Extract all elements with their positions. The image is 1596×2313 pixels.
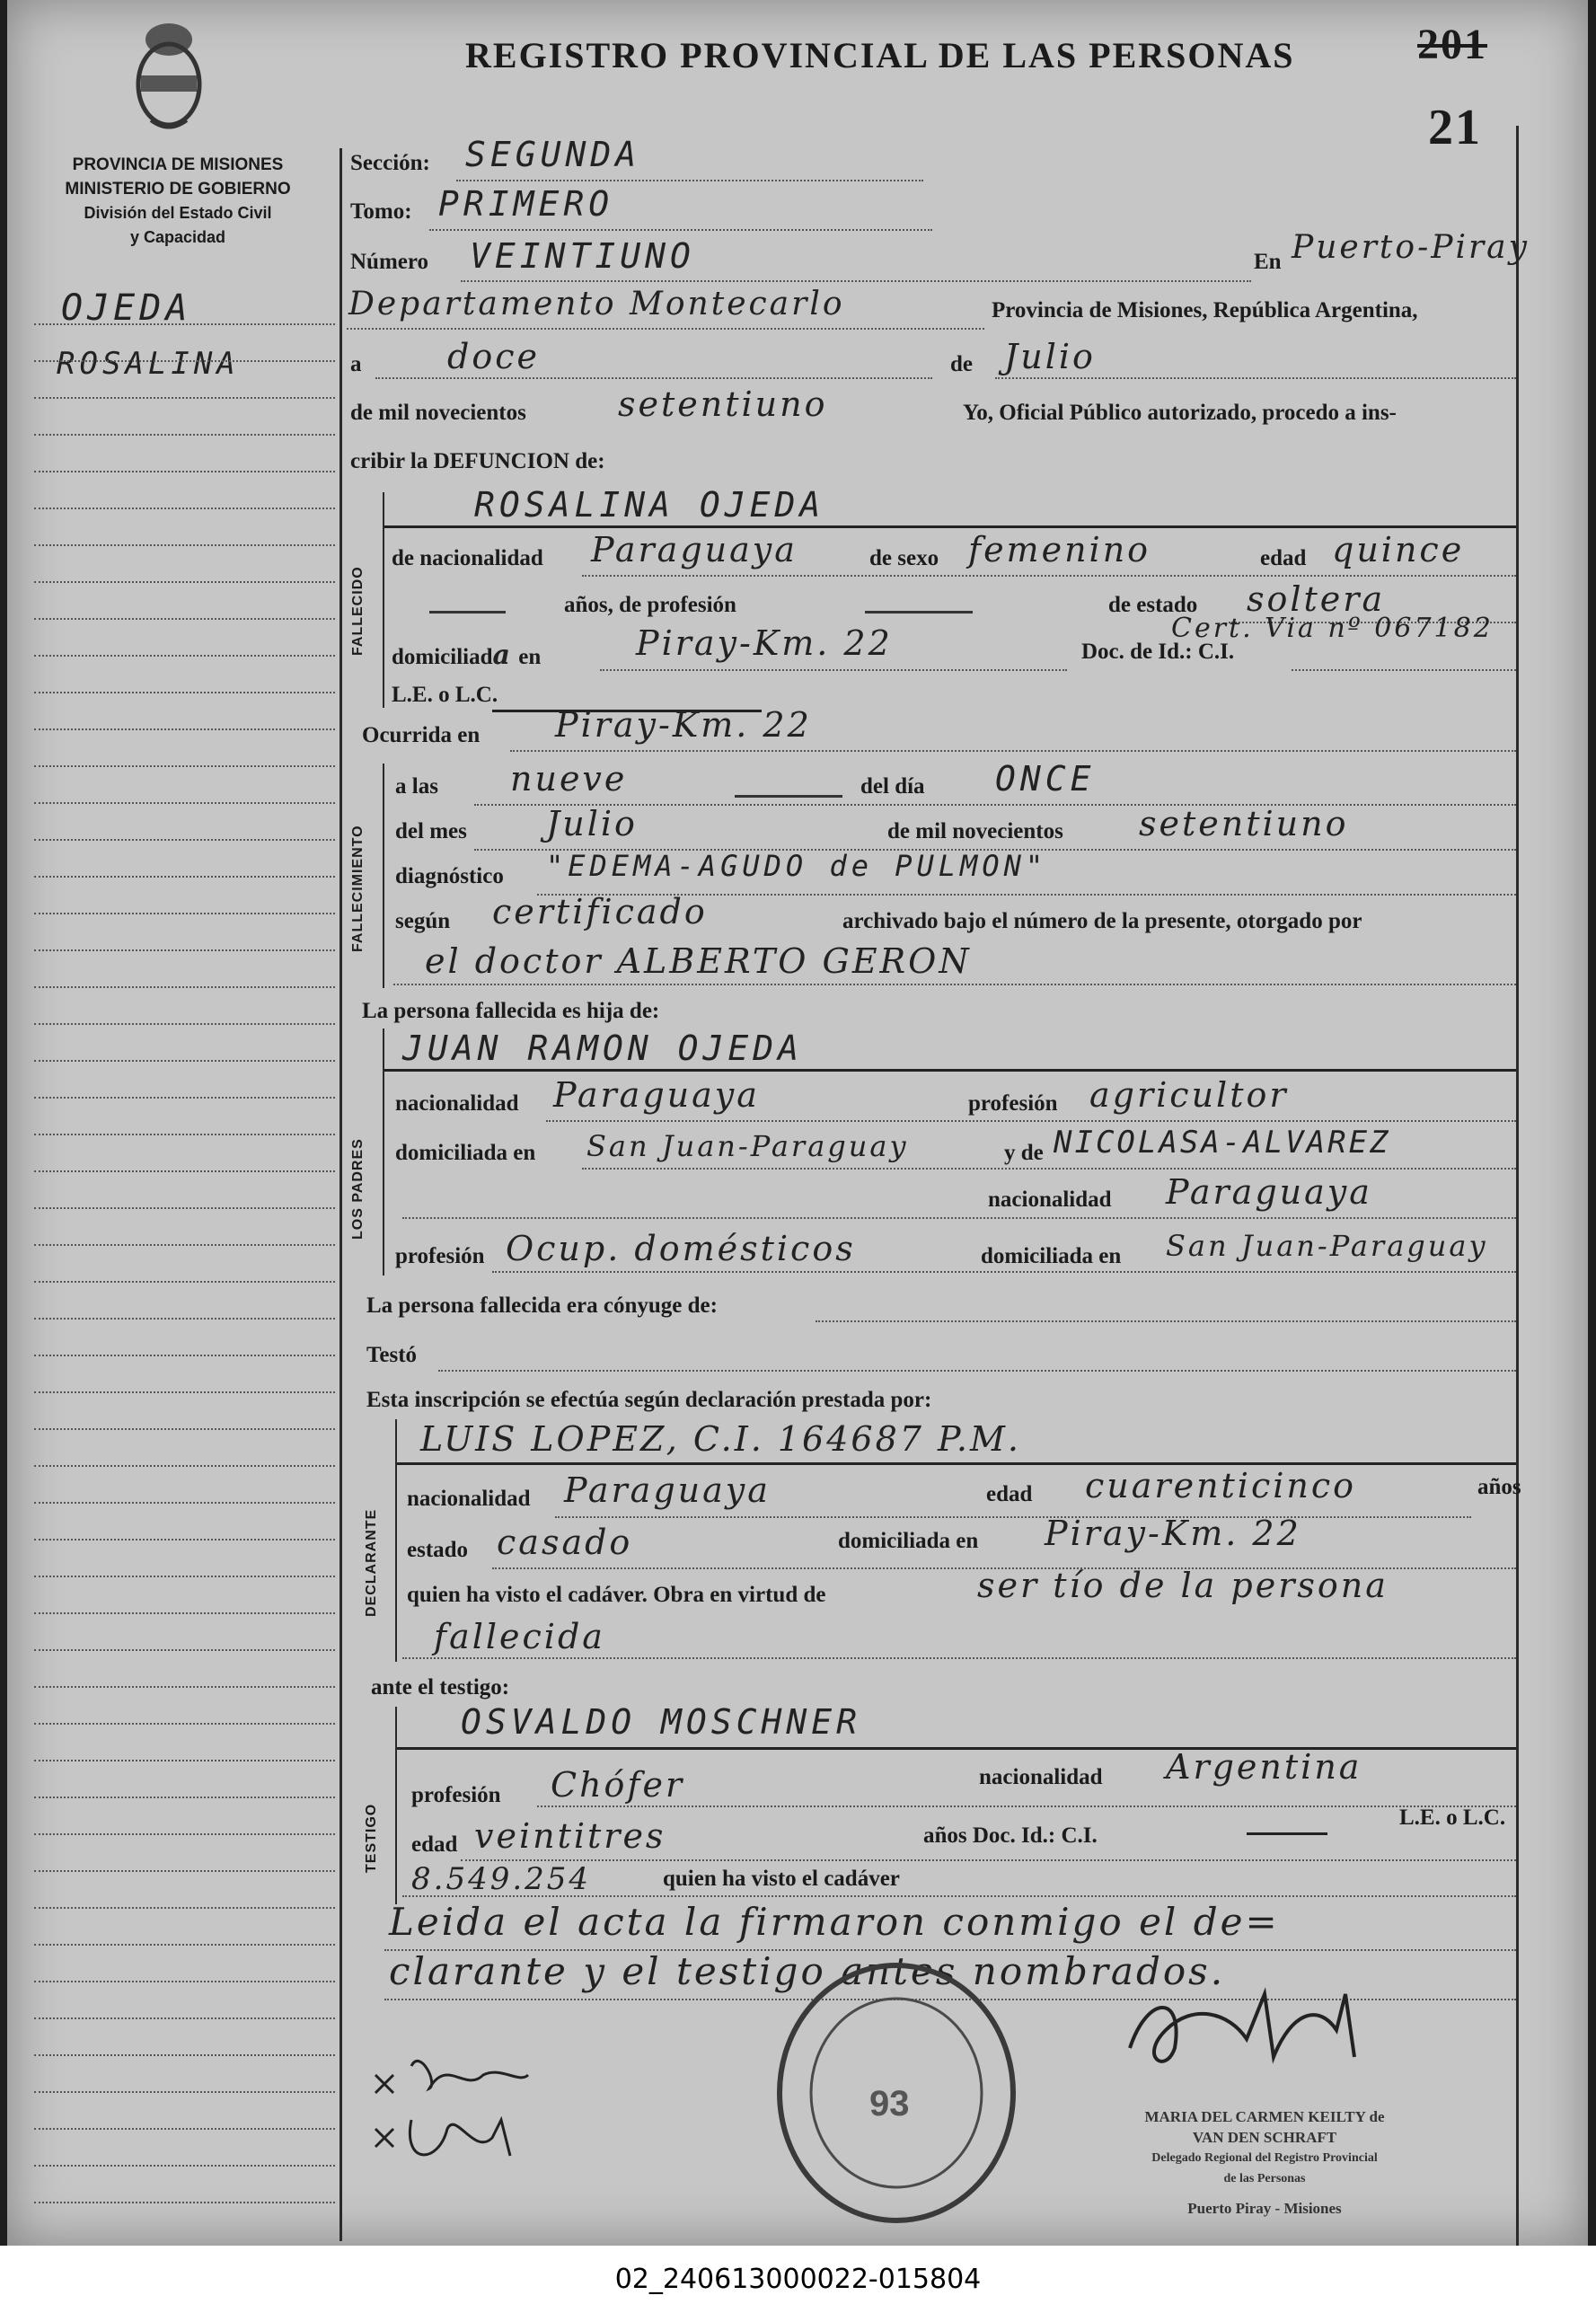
margin-ruled-line [34, 1170, 335, 1172]
conyuge-label: La persona fallecida era cónyuge de: [366, 1293, 718, 1318]
a-las-label: a las [395, 774, 438, 799]
margin-ruled-line [34, 508, 335, 509]
testigo-name: OSVALDO MOSCHNER [461, 1702, 862, 1742]
declarante-nac-value: Paraguaya [564, 1470, 771, 1510]
margin-ruled-line [34, 1907, 335, 1909]
declarante-nac-label: nacionalidad [407, 1487, 531, 1511]
testigo-anios-label: años Doc. Id.: C.I. [923, 1823, 1098, 1848]
testigo-intro: ante el testigo: [371, 1675, 510, 1699]
closing-line-2: clarante y el testigo antes nombrados. [389, 1949, 1226, 1993]
inscribir-text: cribir la DEFUNCION de: [350, 449, 605, 473]
archivado-text: archivado bajo el número de la presente, otorgado por [842, 909, 1362, 933]
padre-nac-value: Paraguaya [553, 1075, 760, 1115]
margin-ruled-line [34, 1391, 335, 1393]
fallecido-nac-label: de nacionalidad [392, 546, 543, 570]
declarante-intro: Esta inscripción se efectúa según declaración prestada por: [366, 1388, 932, 1412]
testigo-visto-text: quien ha visto el cadáver [663, 1867, 900, 1891]
madre-prof-label: profesión [395, 1244, 485, 1268]
mes-value: Julio [1004, 337, 1096, 376]
fallecido-name: ROSALINA OJEDA [474, 485, 825, 525]
testigo-nac-value: Argentina [1166, 1747, 1362, 1787]
padre-nac-label: nacionalidad [395, 1091, 519, 1116]
fallecido-section-label: FALLECIDO [350, 566, 366, 656]
segun-label: según [395, 909, 451, 933]
edad-label: edad [1260, 546, 1307, 570]
oficial-text: Yo, Oficial Público autorizado, procedo a ins- [963, 401, 1397, 425]
margin-ruled-line [34, 434, 335, 436]
margin-ruled-line [34, 1723, 335, 1725]
document-title: REGISTRO PROVINCIAL DE LAS PERSONAS [465, 35, 1295, 75]
document-page [7, 0, 1588, 2246]
margin-ruled-line [34, 1207, 335, 1209]
ocurrida-label: Ocurrida en [362, 723, 481, 747]
padres-section-label: LOS PADRES [350, 1138, 366, 1240]
fallecimiento-anio-value: setentiuno [1139, 804, 1349, 843]
testigo-le-value: 8.549.254 [411, 1861, 592, 1897]
margin-ruled-line [34, 913, 335, 914]
fallecimiento-mes-value: Julio [546, 804, 638, 843]
doc-label: Doc. de Id.: C.I. [1081, 640, 1235, 664]
numero-value: VEINTIUNO [470, 236, 695, 276]
le-label: L.E. o L.C. [392, 683, 498, 707]
official-name: MARIA DEL CARMEN KEILTY de [1144, 2108, 1385, 2125]
testigo-prof-label: profesión [411, 1783, 501, 1807]
margin-ruled-line [34, 360, 335, 362]
margin-ruled-line [34, 1649, 335, 1651]
ministry-label: MINISTERIO DE GOBIERNO [65, 180, 291, 199]
estado-value: soltera [1247, 579, 1386, 619]
margin-ruled-line [34, 1576, 335, 1577]
mes-label: del mes [395, 819, 467, 843]
official-stamp [771, 1958, 1022, 2228]
fallecimiento-section-label: FALLECIMIENTO [350, 825, 366, 952]
margin-ruled-line [34, 2054, 335, 2056]
margin-ruled-line [34, 1502, 335, 1504]
margin-ruled-line [34, 2017, 335, 2019]
margin-ruled-line [34, 1981, 335, 1982]
capacity-label: y Capacidad [129, 228, 226, 246]
en-label: En [1254, 250, 1282, 274]
diagnostico-label: diagnóstico [395, 864, 504, 888]
margin-ruled-line [34, 1465, 335, 1467]
fallecimiento-mil-label: de mil novecientos [887, 819, 1063, 843]
margin-ruled-line [34, 544, 335, 546]
margin-ruled-line [34, 2128, 335, 2130]
segun-value: certificado [492, 892, 708, 931]
margin-ruled-line [34, 397, 335, 399]
margin-ruled-line [34, 655, 335, 657]
margin-ruled-line [34, 1097, 335, 1099]
crossed-page-number: 201 [1417, 21, 1487, 68]
margin-ruled-line [34, 1244, 335, 1246]
margin-ruled-line [34, 802, 335, 804]
madre-dom-label: domiciliada en [981, 1244, 1122, 1268]
right-border-line [1516, 126, 1519, 2246]
margin-given-name: ROSALINA [57, 346, 240, 382]
margin-ruled-line [34, 876, 335, 878]
domicilio-value: Piray-Km. 22 [636, 623, 893, 663]
tomo-label: Tomo: [350, 199, 412, 224]
margin-ruled-line [34, 1281, 335, 1283]
diagnostico-value: "EDEMA-AGUDO de PULMON" [546, 849, 1048, 883]
madre-prof-value: Ocup. domésticos [506, 1229, 856, 1268]
image-id-footer: 02_240613000022-015804 [0, 2246, 1596, 2313]
padre-prof-value: agricultor [1089, 1075, 1289, 1115]
dia-value: doce [447, 337, 540, 376]
margin-ruled-line [34, 1870, 335, 1872]
sexo-label: de sexo [869, 546, 939, 570]
margin-ruled-line [34, 1944, 335, 1946]
official-location: Puerto Piray - Misiones [1187, 2200, 1342, 2217]
declarante-section-label: DECLARANTE [364, 1508, 379, 1617]
medico-value: el doctor ALBERTO GERON [425, 941, 972, 981]
margin-ruled-line [34, 949, 335, 951]
declarante-dom-value: Piray-Km. 22 [1045, 1514, 1301, 1553]
padre-dom-value: San Juan-Paraguay [586, 1129, 909, 1163]
de-label: de [950, 352, 973, 376]
margin-ruled-line [34, 1760, 335, 1761]
margin-surname: OJEDA [61, 287, 192, 329]
seccion-value: SEGUNDA [465, 135, 641, 174]
margin-ruled-line [34, 839, 335, 841]
testigo-edad-value: veintitres [474, 1816, 666, 1856]
coat-of-arms-icon [128, 13, 209, 129]
margin-ruled-line [34, 2091, 335, 2093]
anios-prof-label: años, de profesión [564, 593, 736, 617]
left-border-line [339, 148, 342, 2241]
margin-ruled-line [34, 1833, 335, 1835]
declarante-anios-label: años [1477, 1475, 1521, 1499]
testigo-le-label: L.E. o L.C. [1399, 1805, 1506, 1830]
testigo-section-label: TESTIGO [364, 1803, 379, 1873]
sexo-value: femenino [968, 530, 1151, 569]
margin-ruled-line [34, 1355, 335, 1356]
svg-text:93: 93 [869, 2084, 910, 2123]
testigo-nac-label: nacionalidad [979, 1765, 1103, 1789]
margin-ruled-line [34, 765, 335, 767]
division-label: División del Estado Civil [84, 204, 272, 222]
tomo-value: PRIMERO [438, 184, 614, 224]
official-name-2: VAN DEN SCHRAFT [1192, 2129, 1337, 2146]
declarante-dom-label: domiciliada en [838, 1529, 979, 1553]
official-title-1: Delegado Regional del Registro Provincial [1151, 2151, 1378, 2165]
domicilio-suffix: a [492, 640, 513, 671]
doc-value: Cert. Via nº 067182 [1171, 613, 1494, 644]
declarante-edad-label: edad [986, 1482, 1033, 1506]
margin-ruled-line [34, 471, 335, 472]
testo-label: Testó [366, 1343, 418, 1367]
virtud-value: ser tío de la persona [977, 1566, 1389, 1605]
ocurrida-value: Piray-Km. 22 [555, 705, 812, 745]
hora-value: nueve [510, 759, 628, 799]
testigo-prof-value: Chófer [551, 1765, 685, 1805]
declarante-estado-label: estado [407, 1538, 469, 1562]
margin-ruled-line [34, 323, 335, 325]
margin-ruled-line [34, 618, 335, 620]
margin-ruled-line [34, 1539, 335, 1541]
margin-ruled-line [34, 2202, 335, 2203]
estado-label: de estado [1108, 593, 1198, 617]
domicilio-label: domiciliad [392, 645, 493, 669]
anio-value: setentiuno [618, 384, 828, 424]
declarante-estado-value: casado [497, 1523, 633, 1562]
padres-intro: La persona fallecida es hija de: [362, 999, 660, 1023]
official-title-2: de las Personas [1223, 2172, 1306, 2185]
declarant-witness-signatures [366, 2039, 546, 2174]
margin-ruled-line [34, 1686, 335, 1688]
margin-ruled-line [34, 1612, 335, 1614]
seccion-label: Sección: [350, 151, 430, 175]
margin-ruled-line [34, 1318, 335, 1320]
madre-nac-value: Paraguaya [1166, 1172, 1372, 1212]
padre-dom-label: domiciliada en [395, 1141, 536, 1165]
domicilio-en-label: en [518, 645, 542, 669]
margin-ruled-line [34, 1797, 335, 1798]
madre-name: NICOLASA-ALVAREZ [1054, 1125, 1391, 1161]
fallecido-nac-value: Paraguaya [591, 530, 798, 569]
padre-name: JUAN RAMON OJEDA [402, 1028, 804, 1068]
testigo-edad-label: edad [411, 1832, 458, 1857]
madre-nac-label: nacionalidad [988, 1187, 1112, 1212]
numero-label: Número [350, 250, 429, 274]
a-label: a [350, 352, 362, 376]
margin-ruled-line [34, 1060, 335, 1062]
margin-ruled-line [34, 581, 335, 583]
declarante-visto-text: quien ha visto el cadáver. Obra en virtud de [407, 1583, 826, 1607]
official-signature [1112, 1976, 1399, 2084]
departamento-value: Departamento Montecarlo [348, 286, 845, 322]
margin-ruled-line [34, 1428, 335, 1430]
margin-ruled-line [34, 1134, 335, 1135]
declarante-name: LUIS LOPEZ, C.I. 164687 P.M. [420, 1419, 1021, 1459]
margin-ruled-line [34, 728, 335, 730]
declarante-edad-value: cuarenticinco [1085, 1466, 1357, 1505]
en-value: Puerto-Piray [1292, 229, 1530, 266]
margin-ruled-line [34, 986, 335, 988]
page-number: 21 [1428, 100, 1482, 155]
dia-label: del día [860, 774, 925, 799]
fallecimiento-dia-value: ONCE [995, 759, 1096, 799]
provincia-label: Provincia de Misiones, República Argentina, [992, 298, 1418, 322]
closing-line-1: Leida el acta la firmaron conmigo el de= [389, 1900, 1280, 1944]
madre-dom-value: San Juan-Paraguay [1166, 1229, 1488, 1263]
margin-ruled-line [34, 2165, 335, 2167]
province-label: PROVINCIA DE MISIONES [72, 155, 284, 174]
margin-ruled-line [34, 692, 335, 693]
edad-value: quince [1332, 530, 1465, 569]
margin-ruled-line [34, 1023, 335, 1025]
y-de-label: y de [1004, 1141, 1044, 1165]
padre-prof-label: profesión [968, 1091, 1058, 1116]
virtud-value-2: fallecida [434, 1617, 605, 1656]
mil-label: de mil novecientos [350, 401, 526, 425]
